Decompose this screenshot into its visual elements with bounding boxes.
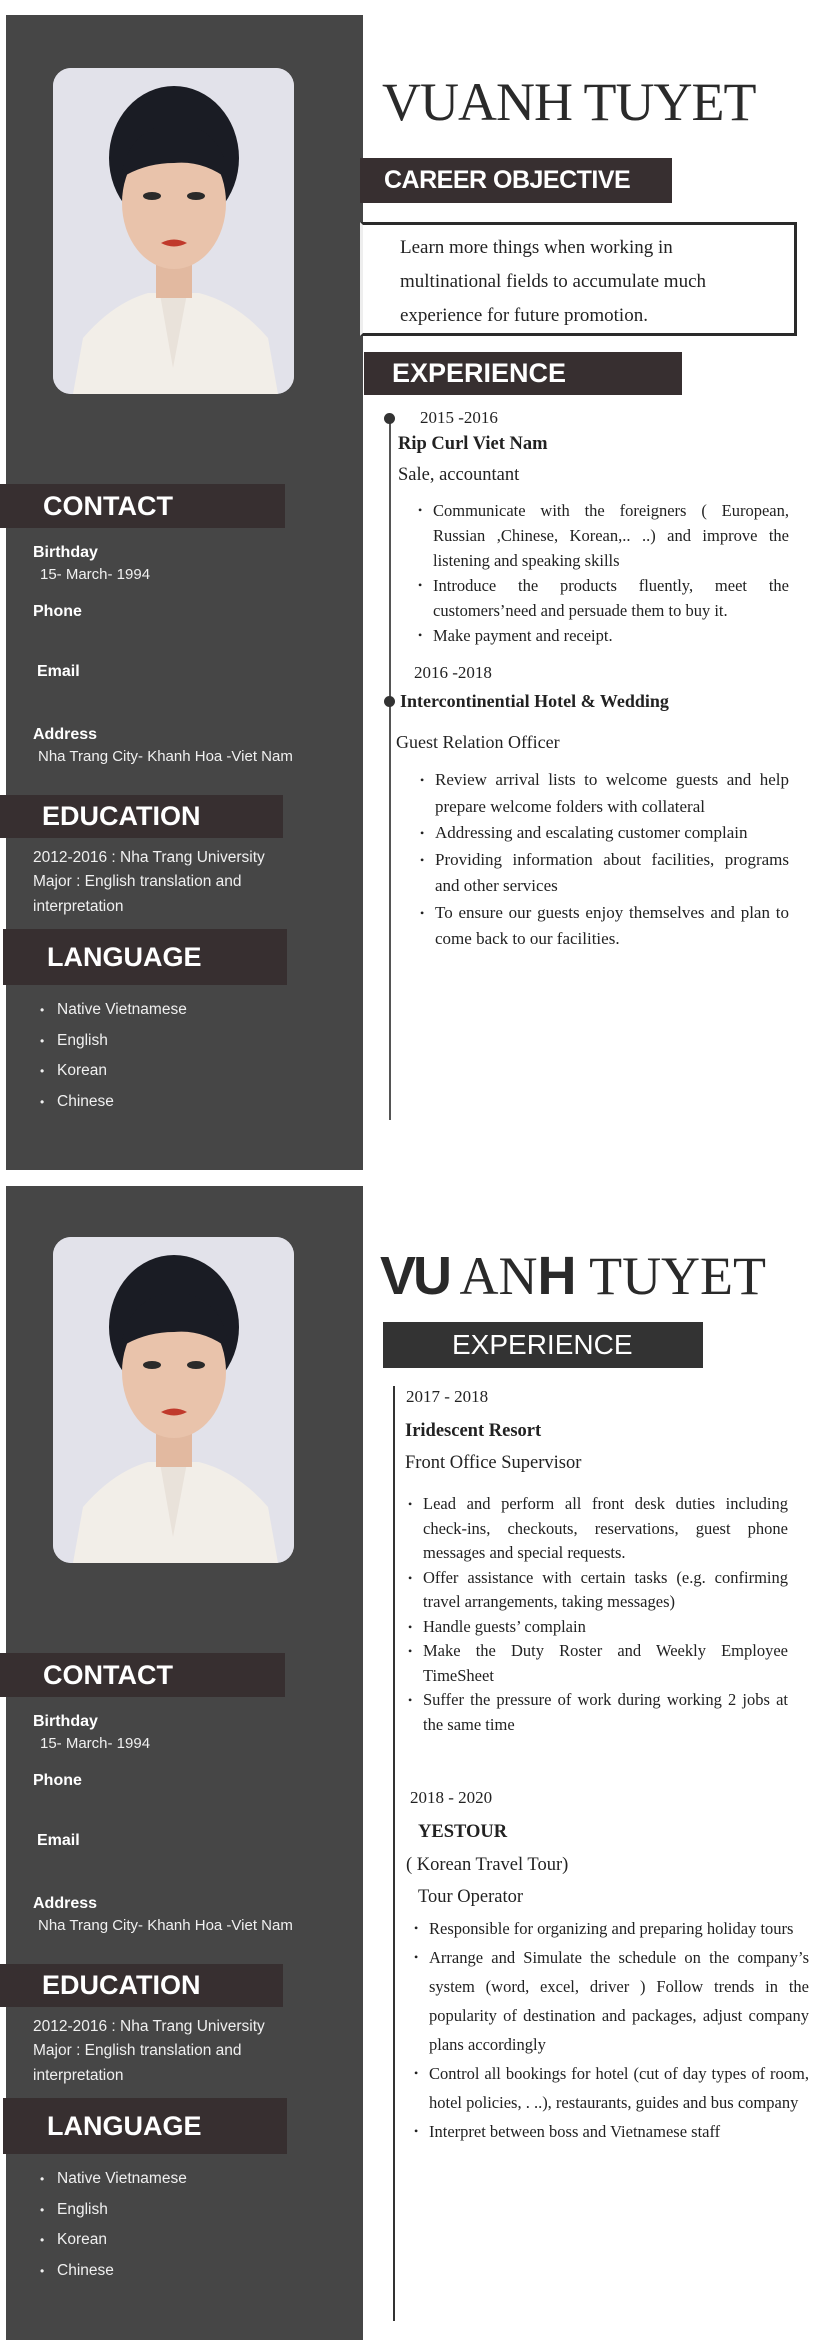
duty-item: • Addressing and escalating customer complain bbox=[435, 820, 789, 847]
duty-item: • Make payment and receipt. bbox=[433, 623, 789, 648]
duty-item: • Responsible for organizing and preparing holiday tours bbox=[429, 1914, 809, 1943]
job-role: Front Office Supervisor bbox=[405, 1453, 582, 1473]
address-value: Nha Trang City- Khanh Hoa -Viet Nam bbox=[38, 748, 293, 765]
name-part: VU bbox=[380, 1246, 450, 1306]
language-list bbox=[40, 2164, 187, 2286]
education-header bbox=[0, 795, 283, 838]
education-line: 2012-2016 : Nha Trang University bbox=[33, 849, 265, 866]
language-item: • Korean bbox=[40, 1056, 187, 1087]
job-duties bbox=[435, 767, 789, 953]
address-label: Address bbox=[33, 1895, 98, 1912]
education-line: 2012-2016 : Nha Trang University bbox=[33, 2018, 265, 2035]
address-value: Nha Trang City- Khanh Hoa -Viet Nam bbox=[38, 1917, 293, 1934]
job-duties bbox=[433, 498, 789, 648]
language-header bbox=[3, 2098, 287, 2154]
timeline-dot bbox=[384, 413, 395, 424]
profile-photo bbox=[53, 68, 294, 394]
duty-item: • Make the Duty Roster and Weekly Employee TimeSheet bbox=[423, 1639, 788, 1688]
birthday-value: 15- March- 1994 bbox=[40, 1735, 151, 1752]
duty-item: • Offer assistance with certain tasks (e.g. confirming travel arrangements, taking messages) bbox=[423, 1566, 788, 1615]
timeline-line bbox=[393, 1386, 395, 2321]
language-item: • Native Vietnamese bbox=[40, 2164, 187, 2195]
job-period: 2016 -2018 bbox=[414, 663, 492, 682]
duty-item: • Control all bookings for hotel (cut of day types of room, hotel policies, . ..), restaurants, guides and bus company bbox=[429, 2059, 809, 2117]
education-header bbox=[0, 1964, 283, 2007]
job-company: YESTOUR bbox=[418, 1822, 508, 1842]
job-company: Intercontinential Hotel & Wedding bbox=[400, 691, 669, 711]
education-line: interpretation bbox=[33, 898, 124, 915]
name-part: AN bbox=[459, 1246, 538, 1306]
duty-item: • Handle guests’ complain bbox=[423, 1615, 788, 1640]
contact-header-label: CONTACT bbox=[43, 490, 173, 521]
address-label: Address bbox=[33, 726, 98, 743]
job-role: Tour Operator bbox=[418, 1887, 524, 1907]
language-item: • English bbox=[40, 1026, 187, 1057]
language-header-label: LANGUAGE bbox=[47, 2110, 202, 2141]
duty-item: • To ensure our guests enjoy themselves and plan to come back to our facilities. bbox=[435, 900, 789, 953]
objective-line: experience for future promotion. bbox=[400, 305, 648, 326]
duty-item: • Communicate with the foreigners ( European, Russian ,Chinese, Korean,.. ..) and improve the listening and speaking skills bbox=[433, 498, 789, 573]
birthday-label: Birthday bbox=[33, 1713, 98, 1730]
job-duties bbox=[423, 1492, 788, 1737]
name-part: TUYET bbox=[589, 1246, 767, 1306]
duty-item: • Arrange and Simulate the schedule on the company’s system (word, excel, driver ) Follow trends in the popularity of destination and packages, adjust company plans accordingly bbox=[429, 1943, 809, 2059]
job-period: 2017 - 2018 bbox=[406, 1387, 489, 1406]
contact-header-label: CONTACT bbox=[43, 1659, 173, 1690]
job-role: Guest Relation Officer bbox=[396, 732, 560, 752]
objective-line: multinational fields to accumulate much bbox=[400, 271, 707, 292]
candidate-name-page-2 bbox=[380, 1246, 766, 1306]
education-line: Major : English translation and bbox=[33, 873, 242, 890]
language-header-label: LANGUAGE bbox=[47, 941, 202, 972]
candidate-name: VUANH TUYET bbox=[382, 72, 756, 132]
career-objective-label: CAREER OBJECTIVE bbox=[384, 166, 631, 194]
experience-header-label: EXPERIENCE bbox=[452, 1329, 633, 1360]
experience-header-page-2 bbox=[383, 1322, 703, 1368]
phone-label: Phone bbox=[33, 1772, 82, 1789]
phone-label: Phone bbox=[33, 603, 82, 620]
language-item: • Korean bbox=[40, 2225, 187, 2256]
email-label: Email bbox=[37, 663, 80, 680]
contact-header bbox=[0, 484, 285, 528]
job-company: Iridescent Resort bbox=[405, 1421, 542, 1441]
timeline-dot bbox=[384, 696, 395, 707]
job-company: Rip Curl Viet Nam bbox=[398, 434, 548, 454]
duty-item: • Review arrival lists to welcome guests and help prepare welcome folders with collateral bbox=[435, 767, 789, 820]
duty-item: • Interpret between boss and Vietnamese staff bbox=[429, 2117, 809, 2146]
education-header-label: EDUCATION bbox=[42, 1970, 201, 2000]
language-item: • English bbox=[40, 2195, 187, 2226]
education-line: Major : English translation and bbox=[33, 2042, 242, 2059]
experience-header bbox=[364, 352, 682, 395]
duty-item: • Providing information about facilities, programs and other services bbox=[435, 847, 789, 900]
sidebar-page-2 bbox=[0, 1169, 370, 2339]
education-header-label: EDUCATION bbox=[42, 801, 201, 831]
job-duties bbox=[429, 1914, 809, 2146]
language-header bbox=[3, 929, 287, 985]
language-list bbox=[40, 995, 187, 1117]
job-role: Sale, accountant bbox=[398, 465, 520, 485]
duty-item: • Introduce the products fluently, meet the customers’need and persuade them to buy it. bbox=[433, 573, 789, 623]
language-item: • Chinese bbox=[40, 2256, 187, 2287]
email-label: Email bbox=[37, 1832, 80, 1849]
career-objective-header bbox=[360, 158, 672, 203]
profile-photo bbox=[53, 1237, 294, 1563]
language-item: • Chinese bbox=[40, 1087, 187, 1118]
job-period: 2015 -2016 bbox=[420, 408, 498, 427]
sidebar-page-1 bbox=[0, 0, 370, 1170]
objective-box bbox=[360, 222, 797, 336]
duty-item: • Suffer the pressure of work during working 2 jobs at the same time bbox=[423, 1688, 788, 1737]
job-company-note: ( Korean Travel Tour) bbox=[406, 1855, 569, 1875]
job-period: 2018 - 2020 bbox=[410, 1788, 493, 1807]
birthday-label: Birthday bbox=[33, 544, 98, 561]
name-part: H bbox=[537, 1246, 577, 1306]
birthday-value: 15- March- 1994 bbox=[40, 566, 151, 583]
objective-line: Learn more things when working in bbox=[400, 237, 673, 258]
duty-item: • Lead and perform all front desk duties including check-ins, checkouts, reservations, guest phone messages and special requests. bbox=[423, 1492, 788, 1566]
education-line: interpretation bbox=[33, 2067, 124, 2084]
language-item: • Native Vietnamese bbox=[40, 995, 187, 1026]
experience-header-label: EXPERIENCE bbox=[392, 358, 567, 388]
contact-header bbox=[0, 1653, 285, 1697]
timeline-line bbox=[389, 420, 391, 1120]
